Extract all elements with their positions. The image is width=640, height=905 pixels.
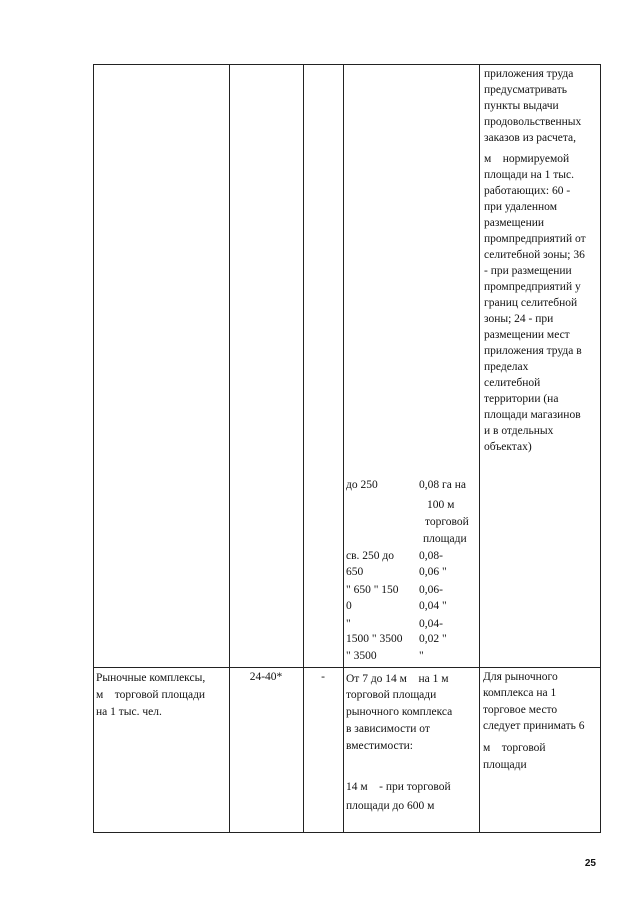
note-line: селитебной зоны; 36 [484, 249, 585, 261]
note-line: селитебной [484, 377, 541, 389]
note-line: промпредприятий от [484, 233, 586, 245]
size-norm-line: площади [423, 533, 467, 545]
market-note-line: Для рыночного [483, 671, 558, 683]
page-number: 25 [584, 858, 596, 869]
note-line: - при размещении [484, 265, 572, 277]
size-range-line: " 3500 [346, 650, 377, 662]
market-area-line: 14 м - при торговой [346, 781, 451, 793]
note-line: площади магазинов [484, 409, 581, 421]
market-note-line: торговое место [483, 704, 558, 716]
size-range-line: св. 250 до [346, 550, 395, 562]
market-name-line: Рыночные комплексы, [96, 672, 206, 684]
market-area-line: рыночного комплекса [346, 706, 453, 718]
size-norm-line: 0,08 га на [419, 479, 466, 491]
market-name-line: м торговой площади [96, 689, 206, 701]
size-norm-line: 0,04 " [419, 600, 447, 612]
market-area-line: площади до 600 м [346, 800, 435, 812]
table-col-border-5 [600, 64, 601, 833]
note-line: территории (на [484, 393, 559, 405]
table-col-border-3 [343, 64, 344, 833]
note-line: промпредприятий у [484, 281, 581, 293]
table-top-border [93, 64, 601, 65]
market-note-line: следует принимать 6 [483, 720, 585, 732]
market-area-line: в зависимости от [346, 723, 430, 735]
size-norm-line: 0,06- [419, 584, 443, 596]
note-cell-top [484, 66, 600, 455]
market-area-line: вместимости: [346, 740, 413, 752]
size-norm-line: 0,06 " [419, 566, 447, 578]
size-norm-line: 100 м [427, 499, 455, 511]
size-range-line: " [346, 618, 351, 630]
note-line: пределах [484, 361, 529, 373]
note-line: размещении [484, 217, 545, 229]
note-line: границ селитебной [484, 297, 578, 309]
table-col-border-4 [479, 64, 480, 833]
size-norm-line: " [419, 650, 424, 662]
size-norm-line: 0,02 " [419, 633, 447, 645]
size-range-line: " 650 " 150 [346, 584, 399, 596]
note-line: предусматривать [484, 84, 567, 96]
market-dash: - [321, 671, 325, 683]
size-norm-line: 0,08- [419, 550, 443, 562]
size-range-line: 650 [346, 566, 364, 578]
table-col-border-0 [93, 64, 94, 833]
note-line: объектах) [484, 441, 532, 453]
market-note-line: комплекса на 1 [483, 687, 557, 699]
market-note-line: м торговой [483, 742, 546, 754]
table-col-border-2 [303, 64, 304, 833]
note-line: м нормируемой [484, 153, 570, 165]
note-line: площади на 1 тыс. [484, 169, 574, 181]
size-norm-line: 0,04- [419, 618, 443, 630]
size-range-line: 1500 " 3500 [346, 633, 403, 645]
market-name-line: на 1 тыс. чел. [96, 706, 162, 718]
table-bottom-border [93, 832, 601, 833]
market-norm-value: 24-40* [249, 671, 283, 683]
table-row-divider [93, 667, 601, 668]
size-norm-line: торговой [425, 516, 469, 528]
market-area-line: От 7 до 14 м на 1 м [346, 673, 449, 685]
note-line: при удаленном [484, 201, 557, 213]
market-name-cell [96, 670, 228, 721]
size-range-line: 0 [346, 600, 352, 612]
size-range-line: до 250 [346, 479, 378, 491]
market-note-line: площади [483, 759, 527, 771]
note-line: пункты выдачи [484, 100, 559, 112]
note-line: зоны; 24 - при [484, 313, 554, 325]
note-line: размещении мест [484, 329, 570, 341]
table-col-border-1 [229, 64, 230, 833]
market-area-line: торговой площади [346, 689, 437, 701]
note-line: приложения труда [484, 68, 574, 80]
note-line: продовольственных [484, 116, 582, 128]
note-line: приложения труда в [484, 345, 582, 357]
note-line: заказов из расчета, [484, 132, 577, 144]
note-line: работающих: 60 - [484, 185, 571, 197]
note-line: и в отдельных [484, 425, 554, 437]
